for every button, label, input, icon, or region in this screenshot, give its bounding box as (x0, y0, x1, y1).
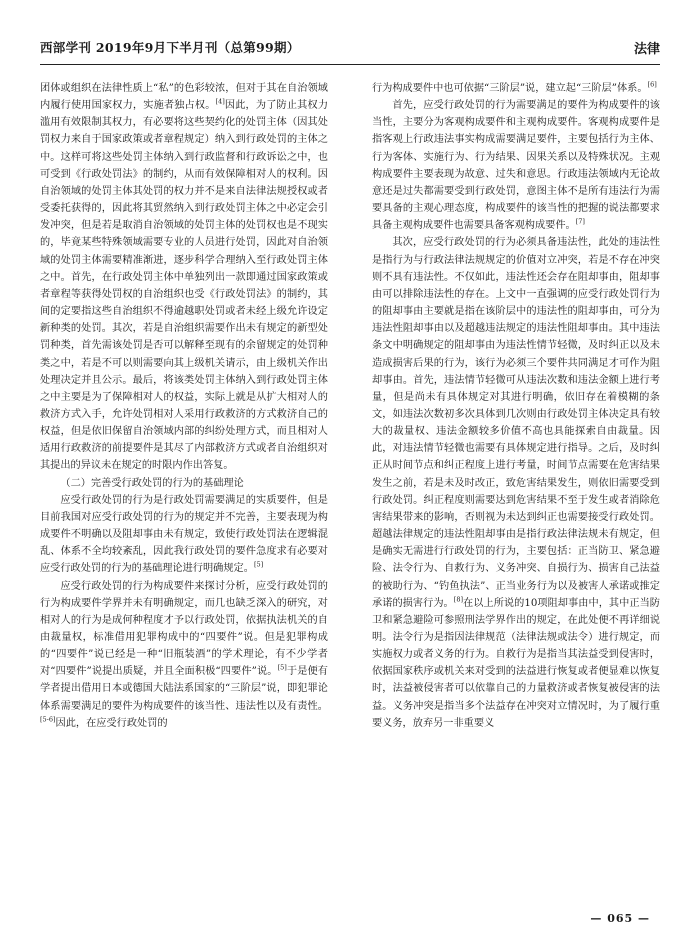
footnote-ref: [8] (453, 595, 463, 604)
paragraph: 团体或组织在法律性质上“私”的色彩较浓，但对于其在自治领域内履行使用国家权力，实施者独占权。[4]因此，为了防止其权力滥用有效限制其权力，有必要将这些契约化的处罚主体（因其处罚权力来自于国家政策或者章程规定）纳入到行政处罚的主体之中。这样可将这些处罚主体纳入到行政监督和行政诉讼之中，也可受到《行政处罚法》的制约，从而有效保障相对人的权利。因自治领域的处罚主体其处罚的权力并不是来自法律法规授权或者受委托获得的，因此将其贸然纳入到行政处罚主体之中必定会引发冲突，但是若是取消自治领域的处罚主体的处罚权也是不现实的，毕竟某些特殊领域需要专业的人员进行处罚，因此对自治领域的处罚主体需要精准渐进，逐步科学合理纳入至行政处罚主体之中。首先，在行政处罚主体中单独列出一款即通过国家政策或者章程等获得处罚权的自治组织也受《行政处罚法》的制约，其间的定要指这些自治组织不得逾越职处罚或者未经上级允许设定新种类的处罚。其次，若是自治组织需要作出未有规定的新型处罚种类，首先需该处罚是否可以解释至现有的余留规定的处罚种类之中，若是不可以则需要向其上级机关请示，由上级机关作出处理决定并且公示。最后，将该类处罚主体纳入到行政处罚主体之中主要是为了保障相对人的权益，实际上就是从扩大相对人的救济方式入手，允许处罚相对人采用行政救济的方式救济自己的权益，但是依旧保留自治领域内部的纠纷处理方式，而且相对人适用行政救济的前提要件是其尽了内部救济方式或者自治组织对其提出的异议未在规定的时限内作出答复。 (40, 83, 329, 472)
section-label: 法律 (633, 42, 660, 57)
footnote-ref: [5] (253, 560, 264, 569)
footnote-ref: [4] (215, 97, 225, 106)
footnote-ref: [5] (277, 663, 287, 672)
section-heading: （二）完善受行政处罚的行为的基础理论 (60, 477, 244, 489)
right-column (372, 80, 660, 732)
footnote-ref: [5-6] (40, 715, 56, 724)
paragraph: 首先，应受行政处罚的行为需要满足的要件为构成要件的该当性，主要分为客观构成要件和主观构成要件。客观构成要件是指客观上行政违法事实构成需要满足要件，主要包括行为主体、行为客体、实施行为、行为结果、因果关系以及特殊状况。主观构成要件主要表现为故意、过失和意思。行政违法领域内无论故意还是过失都需要受到行政处罚，意图主体不是所有违法行为需要具备的主观心理态度，构成要件的该当性的把握的说法都要求具备主观构成要件也需要具备客观构成要件。[7] (372, 100, 660, 232)
paragraph: 其次，应受行政处罚的行为必须具备违法性，此处的违法性是指行为与行政法律法规规定的价值对立冲突，若是不存在冲突则不具有违法性。不仅如此，违法性还会存在阻却事由，阻却事由可以排除违法性的存在。上文中一直强调的应受行政处罚行为的阻却事由主要就是指在该阶层中的违法性的阻却事由，可分为违法性阻却事由以及超越违法规定的违法性阻却事由。其中违法条文中明确规定的阻却事由为违法性情节轻微，及时纠正以及未造成损害后果的行为，该行为必须三个要件共同满足才可作为阻却事由。首先，违法情节轻微可从违法次数和违法金额上进行考量，但是尚未有具体规定对其进行明确，依旧存在着模糊的条文，如违法次数初多次具体到几次则由行政处罚主体决定具有较大的裁量权、违法金额较多价值不高也具能探索自由裁量。因此，对违法情节轻微也需要有具体规定进行指导。之后，及时纠正从时间节点和纠正程度上进行考量，时间节点需要在危害结果发生之前，若是未及时改正，致危害结果发生，则依旧需要受到行政处罚。纠正程度则需要达到危害结果不至于发生或者消除危害结果带来的影响，否则视为未达到纠正也需要接受行政处罚。超越法律规定的违法性阻却事由是指行政法律法规未有规定，但是确实无需进行行政处罚的行为，主要包括：正当防卫、紧急避险、法令行为、自救行为、义务冲突、自损行为、损害自己法益的被助行为、“钓鱼执法”、正当业务行为以及被害人承诺或推定承诺的损害行为。[8]在以上所说的10项阻却事由中，其中正当防卫和紧急避险可参照刑法学界作出的规定，在此处便不再详细说明。法令行为是指因法律规范（法律法规或法令）进行规定，而实施权力或者义务的行为。自救行为是指当其法益受到侵害时，依据国家秩序或机关来对受到的法益进行恢复或者便显难以恢复时，法益被侵害者可以依靠自己的力量救济或者恢复被侵害的法益。义务冲突是指当多个法益存在冲突对立情况时，为了履行重要义务，放弃另一非重要义 (372, 237, 660, 729)
page-header (40, 34, 660, 65)
journal-title: 西部学刊 2019年9月下半月刊（总第99期） (40, 40, 300, 55)
paragraph: 行为构成要件中也可依据“三阶层”说，建立起“三阶层”体系。[6] (372, 80, 657, 94)
left-column (40, 80, 328, 732)
footnote-ref: [6] (647, 80, 657, 89)
page-number: — 065 — (590, 912, 650, 925)
paragraph: 应受行政处罚的行为是行政处罚需要满足的实质要件，但是目前我国对应受行政处罚的行为的规定并不完善，主要表现为构成要件不明确以及阻却事由未有规定，致使行政处罚法在逻辑混乱、体系不全均较紊乱，因此我行政处罚的要件急度求有必要对应受行政处罚的行为的基础理论进行明确规定。[5] (40, 494, 328, 575)
footnote-ref: [7] (575, 217, 585, 226)
paragraph: 应受行政处罚的行为构成要件来探讨分析，应受行政处罚的行为构成要件学界并未有明确规定，而几也缺乏深入的研究，对相对人的行为是成何种程度才予以行政处罚，依据执法机关的自由裁量权，标准借用犯罪构成中的“四要件”说。但是犯罪构成的“四要件”说已经是一种“旧瓶装酒”的学术理论，有不少学者对“四要件”说提出质疑，并且全面积极“四要件”说。[5]于是便有学者提出借用日本或德国大陆法系国家的“三阶层”说，即犯罪论体系需要满足的要件为构成要件的该当性、违法性以及有责性。[5-6]因此，在应受行政处罚的 (40, 580, 328, 729)
